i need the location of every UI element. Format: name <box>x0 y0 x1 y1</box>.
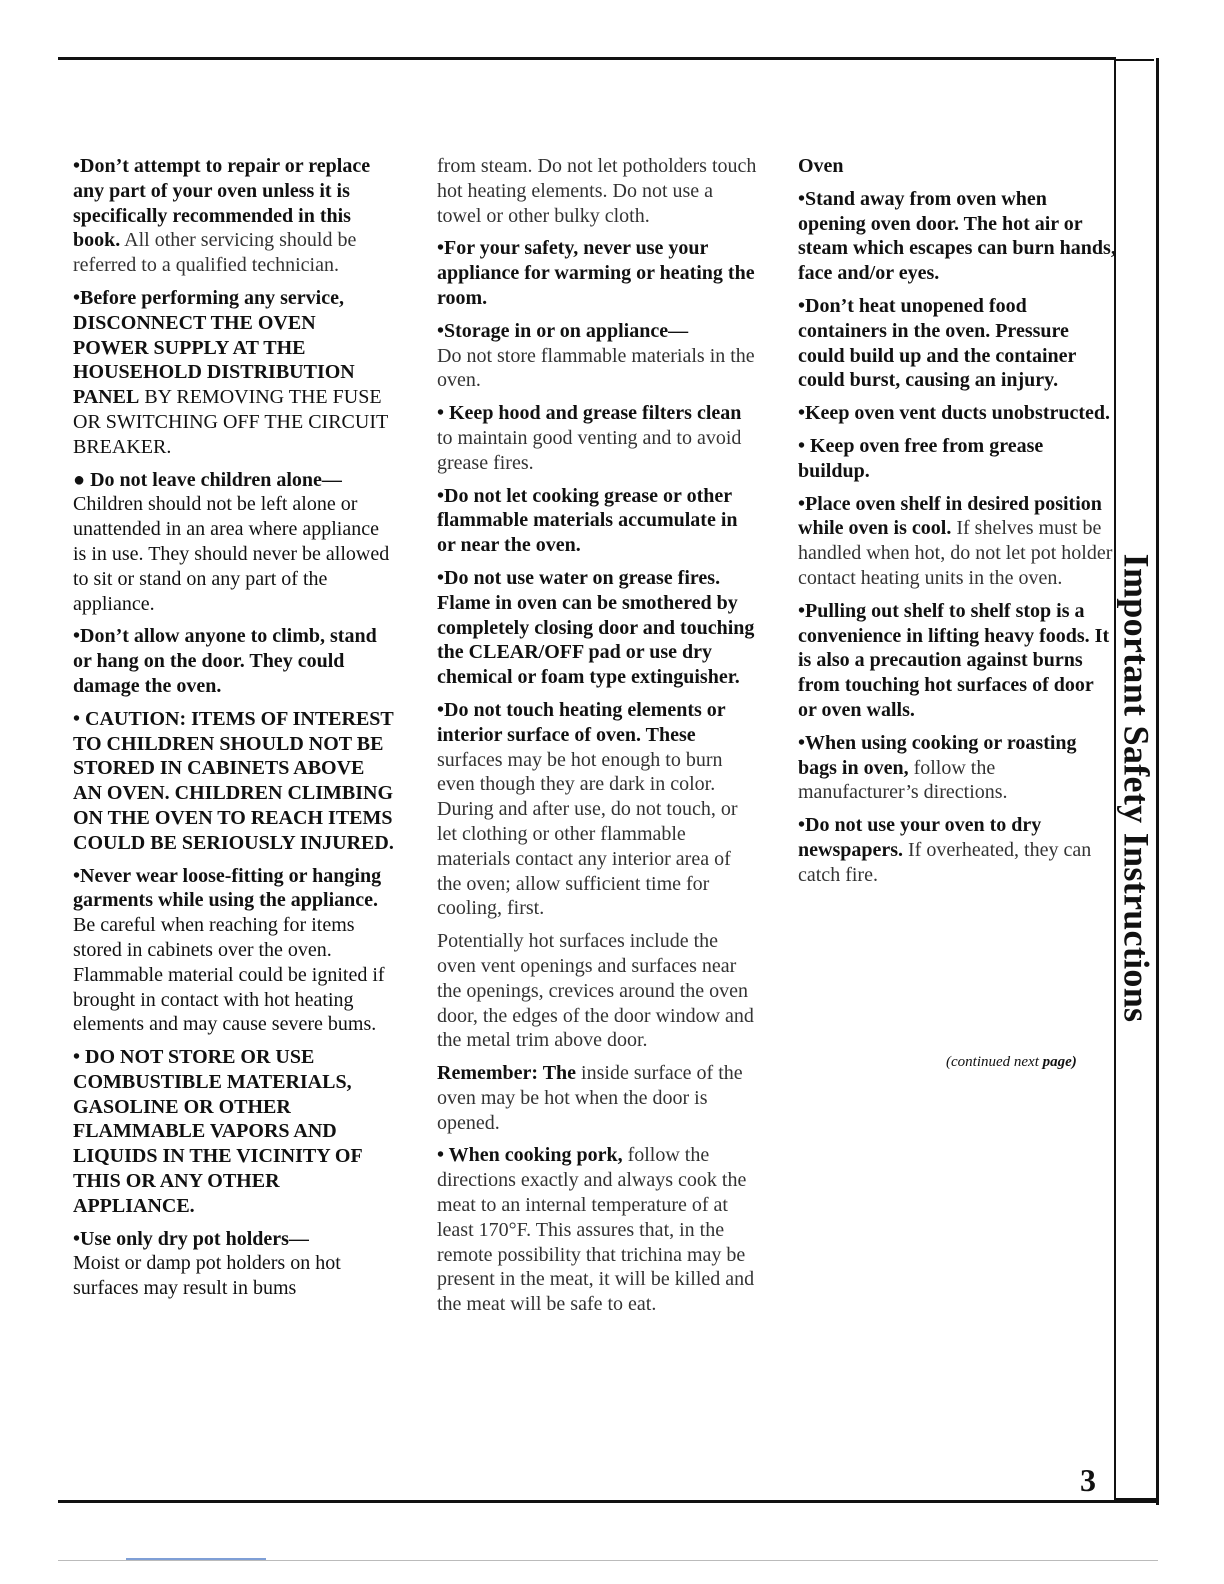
body-text: to maintain good venting and to avoid grease fires. <box>437 426 742 474</box>
bold-text: •Pulling out shelf to shelf stop is a convenience in lifting heavy foods. It is also a precaution against burns from touching hot surfaces of door or oven walls. <box>798 599 1110 721</box>
bold-text: •Never wear loose-fitting or hanging garments while using the appliance. <box>73 864 382 912</box>
body-text: Be careful when reaching for items stored in cabinets over the oven. Flammable material could be ignited if brought in contact with hot heating elements and may cause severe bums. <box>73 914 385 1036</box>
body-text: Children should not be left alone or unattended in an area where appliance is in use. They should never be allowed to sit or stand on any part of the appliance. <box>73 493 390 615</box>
bold-text: •Don’t allow anyone to climb, stand or hang on the door. They could damage the oven. <box>73 625 377 697</box>
bold-text: •Do not use your oven to dry newspapers. <box>798 814 1042 861</box>
bold-text: •Use only dry pot holders— <box>73 1227 309 1250</box>
bold-text: ● Do not leave children alone— <box>73 468 342 491</box>
paragraph <box>437 1143 759 1317</box>
body-text: Do not store flammable materials in the oven. <box>437 344 755 392</box>
paragraph <box>73 707 395 856</box>
paragraph <box>798 731 1116 805</box>
paragraph <box>437 1061 759 1135</box>
bold-text: •Do not let cooking grease or other flammable materials accumulate in or near the oven. <box>437 484 738 557</box>
body-text: Moist or damp pot holders on hot surfaces may result in bums <box>73 1252 341 1300</box>
bold-text: •Don’t heat unopened food containers in the oven. Pressure could build up and the container could burst, causing an injury. <box>798 294 1077 392</box>
paragraph <box>437 484 759 558</box>
paragraph <box>437 401 759 475</box>
body-text: If shelves must be handled when hot, do not let pot holder contact heating units in the oven. <box>798 517 1113 589</box>
bold-text: • Keep hood and grease filters clean <box>437 402 742 425</box>
body-text: follow the manufacturer’s directions. <box>798 756 1008 804</box>
paragraph <box>73 154 395 278</box>
column-2 <box>437 154 759 1325</box>
side-top-tick <box>1116 59 1154 61</box>
bold-text: • CAUTION: ITEMS OF INTEREST TO CHILDREN SHOULD NOT BE STORED IN CABINETS ABOVE AN OVEN. CHILDREN CLIMBING ON THE OVEN TO REACH ITEMS COULD BE SERIOUSLY INJURED. <box>73 707 394 854</box>
paragraph <box>73 624 395 698</box>
top-rule <box>58 57 1116 60</box>
bold-text: •Before performing any service, DISCONNECT THE OVEN POWER SUPPLY AT THE HOUSEHOLD DISTRIBUTION PANEL <box>73 286 355 409</box>
bold-text: •Place oven shelf in desired position while oven is cool. <box>798 492 1102 540</box>
bold-text: •For your safety, never use your appliance for warming or heating the room. <box>437 237 755 309</box>
paragraph <box>798 813 1116 887</box>
body-text: surfaces may be hot enough to burn even though they are dark in color. During and after use, do not touch, or let clothing or other flammable materials contact any interior area of the oven; allow sufficient time for cooling, first. <box>437 748 738 920</box>
bold-text: •Don’t attempt to repair or replace any part of your oven unless it is specifically recommended in this book. <box>73 155 371 252</box>
paragraph <box>798 294 1116 393</box>
bottom-rule <box>58 1500 1158 1503</box>
column-3 <box>798 154 1116 896</box>
bold-text: •Storage in or on appliance— <box>437 319 689 342</box>
continued-bold: page) <box>1042 1054 1077 1070</box>
body-text: inside surface of the oven may be hot when the door is opened. <box>437 1062 743 1134</box>
side-title: Important Safety Instructions <box>1116 553 1157 1022</box>
side-title-tab <box>1116 553 1157 1022</box>
continued-text: (continued next <box>946 1054 1043 1070</box>
paragraph <box>798 401 1116 426</box>
bold-text: •Keep oven vent ducts unobstructed. <box>798 402 1111 425</box>
paragraph <box>798 599 1116 723</box>
bold-text: •Do not use water on grease fires. Flame in oven can be smothered by completely closing door and touching the CLEAR/OFF pad or use dry chemical or foam type extinguisher. <box>437 566 755 689</box>
paragraph <box>798 492 1116 591</box>
paragraph <box>437 319 759 393</box>
body-text: Potentially hot surfaces include the oven vent openings and surfaces near the openings, crevices around the oven door, the edges of the door window and the metal trim above door. <box>437 930 754 1052</box>
bold-text: • When cooking pork, <box>437 1144 623 1167</box>
body-text: If overheated, they can catch fire. <box>798 838 1092 886</box>
body-text: from steam. Do not let potholders touch hot heating elements. Do not use a towel or other bulky cloth. <box>437 155 757 227</box>
paragraph <box>73 286 395 460</box>
page-edge-line <box>58 1560 1158 1561</box>
column-1 <box>73 154 395 1309</box>
section-heading <box>798 154 1116 179</box>
page-edge-mark <box>126 1558 266 1560</box>
bold-text: • DO NOT STORE OR USE COMBUSTIBLE MATERIALS, GASOLINE OR OTHER FLAMMABLE VAPORS AND LIQUIDS IN THE VICINITY OF THIS OR ANY OTHER APPLIANCE. <box>73 1046 362 1217</box>
paragraph <box>437 698 759 921</box>
paragraph <box>798 434 1116 484</box>
page-number: 3 <box>1080 1462 1096 1498</box>
body-text: All other servicing should be referred to a qualified technician. <box>73 229 357 277</box>
paragraph <box>798 187 1116 286</box>
paragraph <box>437 236 759 310</box>
bold-text: •When using cooking or roasting bags in oven, <box>798 731 1077 779</box>
body-text: BY REMOVING THE FUSE OR SWITCHING OFF THE CIRCUIT BREAKER. <box>73 386 388 458</box>
bold-text: •Do not touch heating elements or interior surface of oven. These <box>437 698 726 746</box>
bold-text: •Stand away from oven when opening oven door. The hot air or steam which escapes can burn hands, face and/or eyes. <box>798 187 1116 285</box>
paragraph <box>73 864 395 1038</box>
paragraph <box>73 1227 395 1301</box>
bold-text: • Keep oven free from grease buildup. <box>798 434 1044 482</box>
paragraph <box>73 1045 395 1219</box>
paragraph <box>437 566 759 690</box>
continued-note <box>946 1054 1077 1071</box>
body-text: follow the directions exactly and always cook the meat to an internal temperature of at least 170°F. This assures that, in the remote possibility that trichina may be present in the meat, it will be killed and the meat will be safe to eat. <box>437 1144 755 1316</box>
heading-text: Oven <box>798 155 844 177</box>
paragraph <box>437 154 759 228</box>
paragraph <box>437 929 759 1053</box>
paragraph <box>73 468 395 617</box>
bold-text: Remember: The <box>437 1062 577 1085</box>
